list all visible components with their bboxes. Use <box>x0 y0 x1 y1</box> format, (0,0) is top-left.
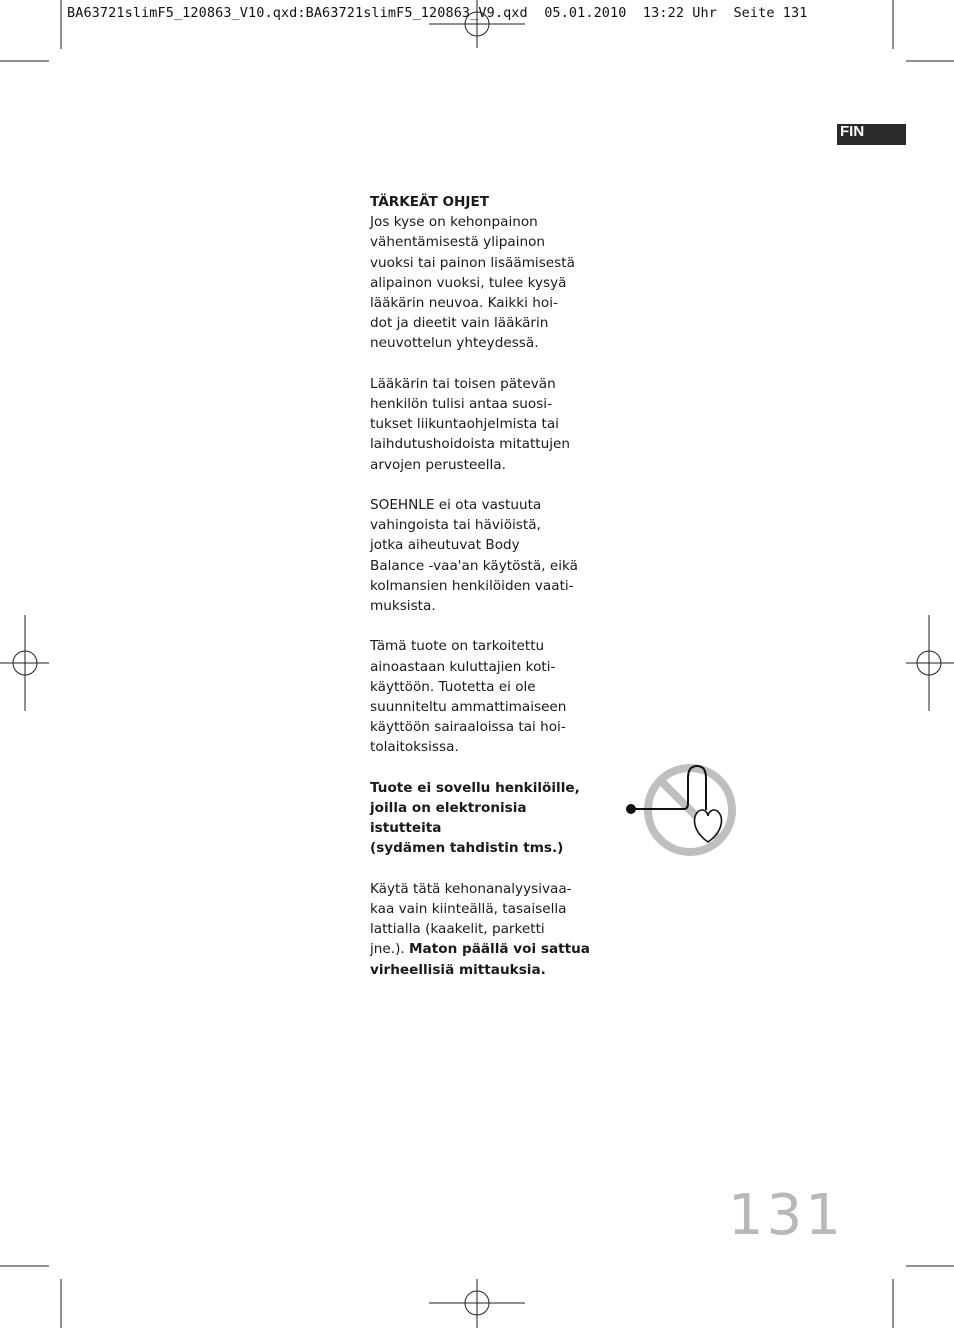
paragraph-exercise-recommendations: Lääkärin tai toisen pätevän henkilön tulisi antaa suosi- tukset liikuntaohjelmista tai laihdutushoidoista mitattujen arvojen perusteella. <box>370 375 570 473</box>
print-slug-line: BA63721slimF5_120863_V10.qxd:BA63721slimF5_120863_V9.qxd 05.01.2010 13:22 Uhr Seite 131 <box>67 5 808 21</box>
paragraph-medical-advice: Jos kyse on kehonpainon vähentämisestä ylipainon vuoksi tai painon lisäämisestä alipainon vuoksi, tulee kysyä lääkärin neuvoa. Kaikki hoi- dot ja dieetit vain lääkärin neuvottelun yhteydessä. <box>370 214 575 352</box>
floor-usage-text: Käytä tätä kehonanalyysivaa- kaa vain kiinteällä, tasaisella lattialla (kaakelit, parketti jne.). <box>370 880 572 958</box>
paragraph-implant-warning: Tuote ei sovellu henkilöille, joilla on elektronisia istutteita (sydämen tahdistin tms.) <box>370 779 580 857</box>
carpet-warning-text: Maton päällä voi sattua virheellisiä mittauksia. <box>370 941 590 978</box>
paragraph-floor-usage <box>370 879 590 980</box>
safety-instructions <box>370 192 590 1000</box>
language-tab: FIN <box>837 124 906 145</box>
page-number: 131 <box>728 1183 844 1248</box>
no-pacemaker-icon <box>622 760 742 864</box>
paragraph-home-use: Tämä tuote on tarkoitettu ainoastaan kuluttajien koti- käyttöön. Tuotetta ei ole suunniteltu ammattimaiseen käyttöön sairaaloissa tai hoi- tolaitoksissa. <box>370 638 567 756</box>
paragraph-liability: SOEHNLE ei ota vastuuta vahingoista tai häviöistä, jotka aiheutuvat Body Balance -vaa'an käytöstä, eikä kolmansien henkilöiden vaati- muksista. <box>370 497 578 615</box>
section-heading: TÄRKEÄT OHJET <box>370 194 490 210</box>
